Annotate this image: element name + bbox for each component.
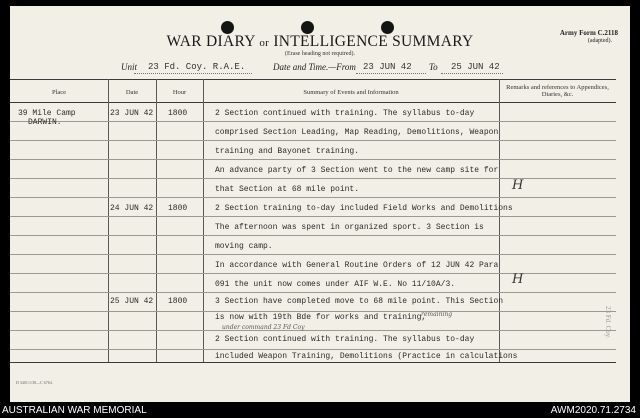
entry-place: 39 Mile Camp DARWIN. [18, 109, 76, 127]
ruled-line [10, 292, 616, 293]
summary-line: The afternoon was spent in organized sport. 3 Section is [215, 223, 484, 232]
summary-line: In accordance with General Routine Orders of 12 JUN 42 Para [215, 261, 499, 270]
date-from: 23 JUN 42 [363, 62, 412, 72]
column-header-place: Place [51, 89, 67, 96]
summary-line: comprised Section Leading, Map Reading, Demolitions, Weapon [215, 128, 499, 137]
column-header-hour: Hour [172, 89, 187, 96]
handwritten-insert: under command 23 Fd Coy [222, 324, 305, 331]
summary-line: 3 Section have completed move to 68 mile point. This Section [215, 297, 504, 306]
entry-hour: 1800 [168, 204, 188, 213]
ruled-line [10, 235, 616, 236]
ruled-line [10, 216, 616, 217]
summary-line: 2 Section continued with training. The syllabus to-day [215, 109, 475, 118]
summary-line: included Weapon Training, Demolitions (Practice in calculations [215, 352, 518, 361]
entry-date: 25 JUN 42 [110, 297, 154, 306]
date-from-underline [356, 73, 426, 74]
entry-hour: 1800 [168, 297, 188, 306]
handwritten-initials: H [512, 178, 524, 193]
date-label: Date and Time.—From [273, 62, 356, 72]
summary-line: 091 the unit now comes under AIF W.E. No 11/10A/3. [215, 280, 456, 289]
entry-date: 24 JUN 42 [110, 204, 154, 213]
summary-line: 2 Section training to-day included Field Works and Demolitions [215, 204, 513, 213]
unit-value: 23 Fd. Coy. R.A.E. [148, 62, 246, 72]
ruled-line [10, 349, 616, 350]
entry-hour: 1800 [168, 109, 188, 118]
column-header-date: Date [125, 89, 139, 96]
entry-date: 23 JUN 42 [110, 109, 154, 118]
summary-line: is now with 19th Bde for works and training, [215, 313, 427, 322]
date-to-underline [441, 73, 503, 74]
column-header-summary: Summary of Events and Information [303, 89, 399, 96]
archive-caption: AUSTRALIAN WAR MEMORIAL [2, 405, 147, 416]
ruled-line [10, 121, 616, 122]
ruled-line [10, 197, 616, 198]
handwritten-initials: H [512, 272, 524, 287]
table-bottom-rule [10, 362, 616, 363]
column-header-remarks: Remarks and references to Appendices, Diaries, &c. [506, 84, 609, 98]
ruled-line [10, 330, 616, 331]
form-title: WAR DIARY or INTELLIGENCE SUMMARY [166, 33, 474, 50]
summary-line: moving camp. [215, 242, 273, 251]
war-diary-sheet [10, 6, 630, 402]
date-to: 25 JUN 42 [451, 62, 500, 72]
archive-reference: AWM2020.71.2734 [550, 405, 636, 416]
form-subtitle: (Erase heading not required). [285, 51, 355, 57]
header-bottom-rule [10, 102, 616, 103]
unit-underline [134, 73, 252, 74]
form-print-code: D 3401/1/38—C 6764. [16, 380, 53, 385]
ruled-line [10, 178, 616, 179]
ruled-line [10, 140, 616, 141]
handwritten-insert: remaining [421, 311, 453, 318]
ruled-line [10, 254, 616, 255]
ruled-line [10, 273, 616, 274]
table-top-rule [10, 79, 616, 80]
ruled-line [10, 159, 616, 160]
summary-line: that Section at 68 mile point. [215, 185, 360, 194]
edge-stamp: 23 Fd. Coy. [604, 306, 612, 339]
ruled-line [10, 311, 616, 312]
summary-line: training and Bayonet training. [215, 147, 360, 156]
summary-line: An advance party of 3 Section went to the new camp site for [215, 166, 499, 175]
summary-line: 2 Section continued with training. The syllabus to-day [215, 335, 475, 344]
unit-label: Unit [121, 62, 138, 72]
to-label: To [429, 62, 438, 72]
army-form-number: Army Form C.2118 (adapted). [559, 29, 618, 44]
